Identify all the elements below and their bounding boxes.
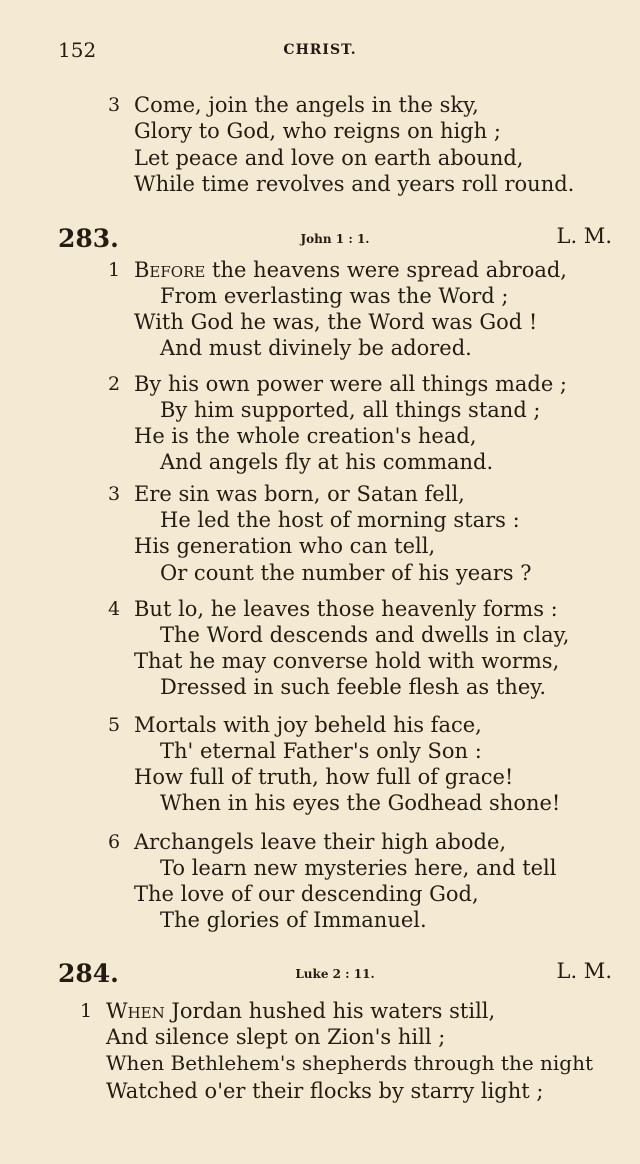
verse-line: While time revolves and years roll round. bbox=[134, 172, 575, 196]
verse-line: That he may converse hold with worms, bbox=[134, 649, 560, 673]
hymn-number: 283. bbox=[58, 224, 119, 253]
verse-line: How full of truth, how full of grace! bbox=[134, 765, 514, 789]
verse-line: Watched o'er their flocks by starry light ; bbox=[106, 1079, 544, 1103]
hymn-scripture-reference: Luke 2 : 11. bbox=[295, 967, 375, 981]
verse-line: By his own power were all things made ; bbox=[134, 372, 568, 396]
verse-line: The glories of Immanuel. bbox=[160, 908, 427, 932]
verse-number: 6 bbox=[108, 831, 121, 853]
verse-line: Glory to God, who reigns on high ; bbox=[134, 119, 501, 143]
verse-line: Come, join the angels in the sky, bbox=[134, 93, 479, 117]
verse-number: 1 bbox=[80, 1000, 93, 1022]
verse-number: 3 bbox=[108, 94, 121, 116]
verse-line: Mortals with joy beheld his face, bbox=[134, 713, 482, 737]
verse-line: Dressed in such feeble flesh as they. bbox=[160, 675, 546, 699]
page-number: 152 bbox=[58, 38, 97, 62]
hymn-meter: L. M. bbox=[556, 959, 612, 983]
verse-line: He led the host of morning stars : bbox=[160, 508, 520, 532]
verse-number: 2 bbox=[108, 373, 121, 395]
hymn-heading bbox=[58, 959, 612, 993]
verse-line: The love of our descending God, bbox=[134, 882, 479, 906]
verse-line: To learn new mysteries here, and tell bbox=[160, 856, 557, 880]
verse-line: Or count the number of his years ? bbox=[160, 561, 532, 585]
verse-number: 5 bbox=[108, 714, 121, 736]
verse-line: His generation who can tell, bbox=[134, 534, 436, 558]
verse-line: From everlasting was the Word ; bbox=[160, 284, 509, 308]
verse-line: When Jordan hushed his waters still, bbox=[106, 999, 496, 1023]
verse-line: And silence slept on Zion's hill ; bbox=[106, 1025, 446, 1049]
hymn-heading bbox=[58, 224, 612, 258]
verse-line: Let peace and love on earth abound, bbox=[134, 146, 524, 170]
verse-line: Archangels leave their high abode, bbox=[134, 830, 507, 854]
verse-line: When Bethlehem's shepherds through the night bbox=[106, 1051, 594, 1075]
verse-line: The Word descends and dwells in clay, bbox=[160, 623, 570, 647]
hymn-scripture-reference: John 1 : 1. bbox=[300, 232, 370, 246]
verse-line: Before the heavens were spread abroad, bbox=[134, 258, 567, 282]
verse-line: But lo, he leaves those heavenly forms : bbox=[134, 597, 558, 621]
running-title: CHRIST. bbox=[283, 42, 357, 58]
hymn-number: 284. bbox=[58, 959, 119, 988]
verse-line: With God he was, the Word was God ! bbox=[134, 310, 538, 334]
verse-line: Ere sin was born, or Satan fell, bbox=[134, 482, 465, 506]
running-head bbox=[58, 38, 582, 62]
verse-line: And angels fly at his command. bbox=[160, 450, 494, 474]
verse-line: He is the whole creation's head, bbox=[134, 424, 477, 448]
verse-number: 4 bbox=[108, 598, 121, 620]
verse-number: 3 bbox=[108, 483, 121, 505]
verse-first-word: Before bbox=[134, 258, 206, 282]
verse-line: When in his eyes the Godhead shone! bbox=[160, 791, 561, 815]
verse-line: Th' eternal Father's only Son : bbox=[160, 739, 482, 763]
verse-first-word: When bbox=[106, 999, 165, 1023]
verse-line: By him supported, all things stand ; bbox=[160, 398, 541, 422]
verse-line: And must divinely be adored. bbox=[160, 336, 472, 360]
hymn-meter: L. M. bbox=[556, 224, 612, 248]
verse-number: 1 bbox=[108, 259, 121, 281]
